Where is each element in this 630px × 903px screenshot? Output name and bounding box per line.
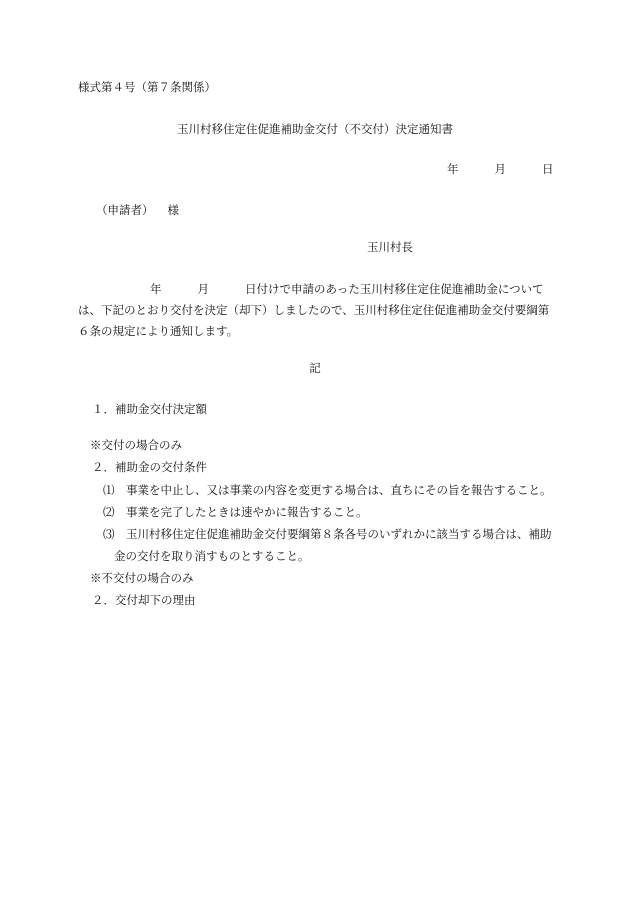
addressee-line [96,205,179,217]
condition-3-continuation: 金の交付を取り消すものとすること。 [114,549,310,563]
condition-3-number: ⑶ [103,527,115,541]
condition-1-number: ⑴ [103,483,115,497]
date-year-label: 年 [447,162,459,176]
body-paragraph [78,279,553,342]
body-line-1-text: 日付けで申請のあった玉川村移住定住促進補助金について [245,282,544,296]
note-grant-only: ※交付の場合のみ [90,438,182,452]
honorific: 様 [167,203,179,217]
body-month-label: 月 [197,282,209,296]
form-number: 様式第４号（第７条関係） [78,80,216,94]
date-day-label: 日 [542,162,554,176]
sender-name: 玉川村長 [367,240,413,254]
condition-3-text: 玉川村移住定住促進補助金交付要綱第８条各号のいずれかに該当する場合は、補助 [126,527,552,541]
ki-heading: 記 [309,361,321,375]
body-line-2: は、下記のとおり交付を決定（却下）しましたので、玉川村移住定住促進補助金交付要綱第 [78,303,550,317]
document-title: 玉川村移住定住促進補助金交付（不交付）決定通知書 [177,122,453,136]
applicant-label: （申請者） [96,203,154,217]
condition-2-number: ⑵ [103,505,115,519]
condition-1-text: 事業を中止し、又は事業の内容を変更する場合は、直ちにその旨を報告すること。 [126,483,552,497]
note-nongrant-only: ※不交付の場合のみ [90,571,194,585]
body-line-3: ６条の規定により通知します。 [78,324,239,338]
item-2-reason-heading: ２．交付却下の理由 [92,593,196,607]
body-line-1 [78,279,553,300]
date-month-label: 月 [494,162,506,176]
condition-2-text: 事業を完了したときは速やかに報告すること。 [126,505,368,519]
date-line [447,164,554,176]
item-1-grant-amount: １．補助金交付決定額 [92,402,207,416]
item-2-conditions-heading: ２．補助金の交付条件 [92,460,207,474]
body-year-label: 年 [150,282,162,296]
